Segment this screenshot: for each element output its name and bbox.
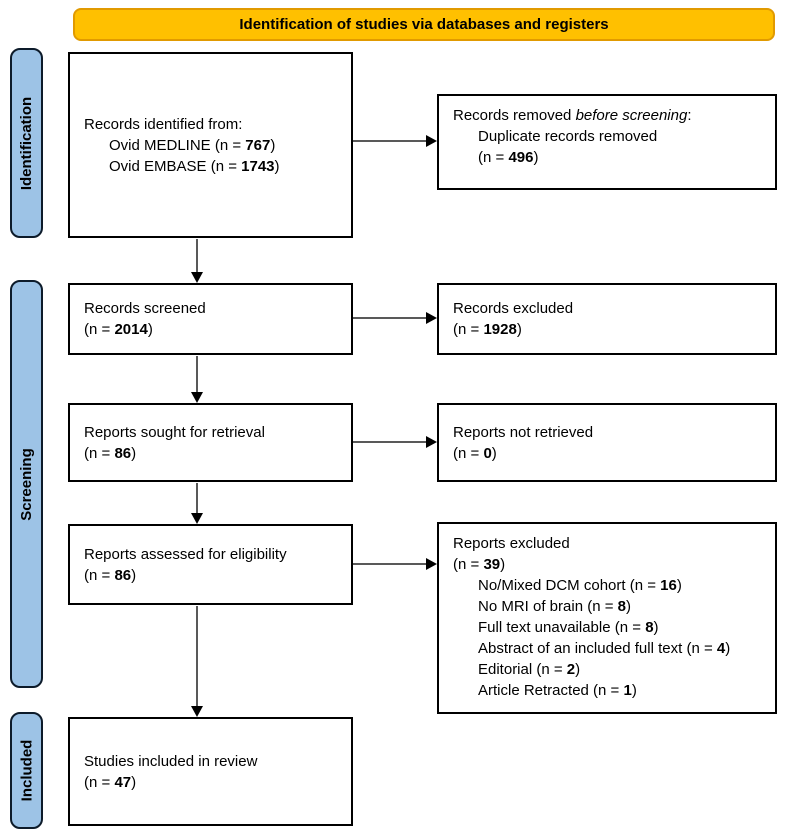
stage-included-label: Included (18, 739, 36, 802)
studies-included-text: Studies included in review (n = 47) (84, 752, 258, 791)
flow-box-records-identified (68, 52, 353, 238)
arrowhead-down-icon (191, 513, 203, 524)
records-excluded-text: Records excluded (n = 1928) (453, 300, 574, 338)
records-identified-text: Records identified from: Ovid MEDLINE (n = 767) Ovid EMBASE (n = 1743) (84, 115, 280, 175)
arrow-screened-to-excluded (353, 317, 427, 319)
flow-box-reports-excluded (437, 522, 777, 714)
arrowhead-down-icon (191, 392, 203, 403)
flow-box-records-screened (68, 283, 353, 355)
arrowhead-right-icon (426, 135, 437, 147)
flow-box-reports-assessed (68, 524, 353, 605)
arrowhead-down-icon (191, 706, 203, 717)
banner-label: Identification of studies via databases and registers (239, 16, 609, 33)
arrowhead-right-icon (426, 558, 437, 570)
stage-screening-label: Screening (18, 447, 35, 521)
arrow-identified-to-screened (196, 239, 198, 273)
arrowhead-right-icon (426, 312, 437, 324)
records-removed-text: Records removed before screening: Duplicate records removed (n = 496) (453, 107, 692, 166)
arrow-sought-to-not-retrieved (353, 441, 427, 443)
reports-not-retrieved-text: Reports not retrieved (n = 0) (453, 423, 594, 462)
stage-included (10, 712, 43, 829)
flow-box-studies-included (68, 717, 353, 826)
stage-identification (10, 48, 43, 238)
stage-screening (10, 280, 43, 688)
arrow-identified-to-removed (353, 140, 427, 142)
flow-box-reports-not-retrieved (437, 403, 777, 482)
reports-excluded-text: Reports excluded (n = 39) No/Mixed DCM cohort (n = 16) No MRI of brain (n = 8) Full text unavailable (n = 8) Abstract of an included full text (n = 4) Editorial (n = 2) Article Retracted (n = 1) (453, 535, 731, 699)
reports-sought-text: Reports sought for retrieval (n = 86) (84, 423, 265, 462)
arrow-sought-to-assessed (196, 483, 198, 514)
arrow-assessed-to-excluded (353, 563, 427, 565)
arrowhead-down-icon (191, 272, 203, 283)
stage-identification-label: Identification (18, 96, 35, 190)
arrow-assessed-to-included (196, 606, 198, 707)
reports-assessed-text: Reports assessed for eligibility (n = 86) (84, 545, 287, 584)
flow-box-records-excluded (437, 283, 777, 355)
flow-box-reports-sought (68, 403, 353, 482)
arrow-screened-to-sought (196, 356, 198, 393)
flow-box-records-removed (437, 94, 777, 190)
records-screened-text: Records screened (n = 2014) (84, 300, 206, 338)
arrowhead-right-icon (426, 436, 437, 448)
banner (73, 8, 775, 41)
